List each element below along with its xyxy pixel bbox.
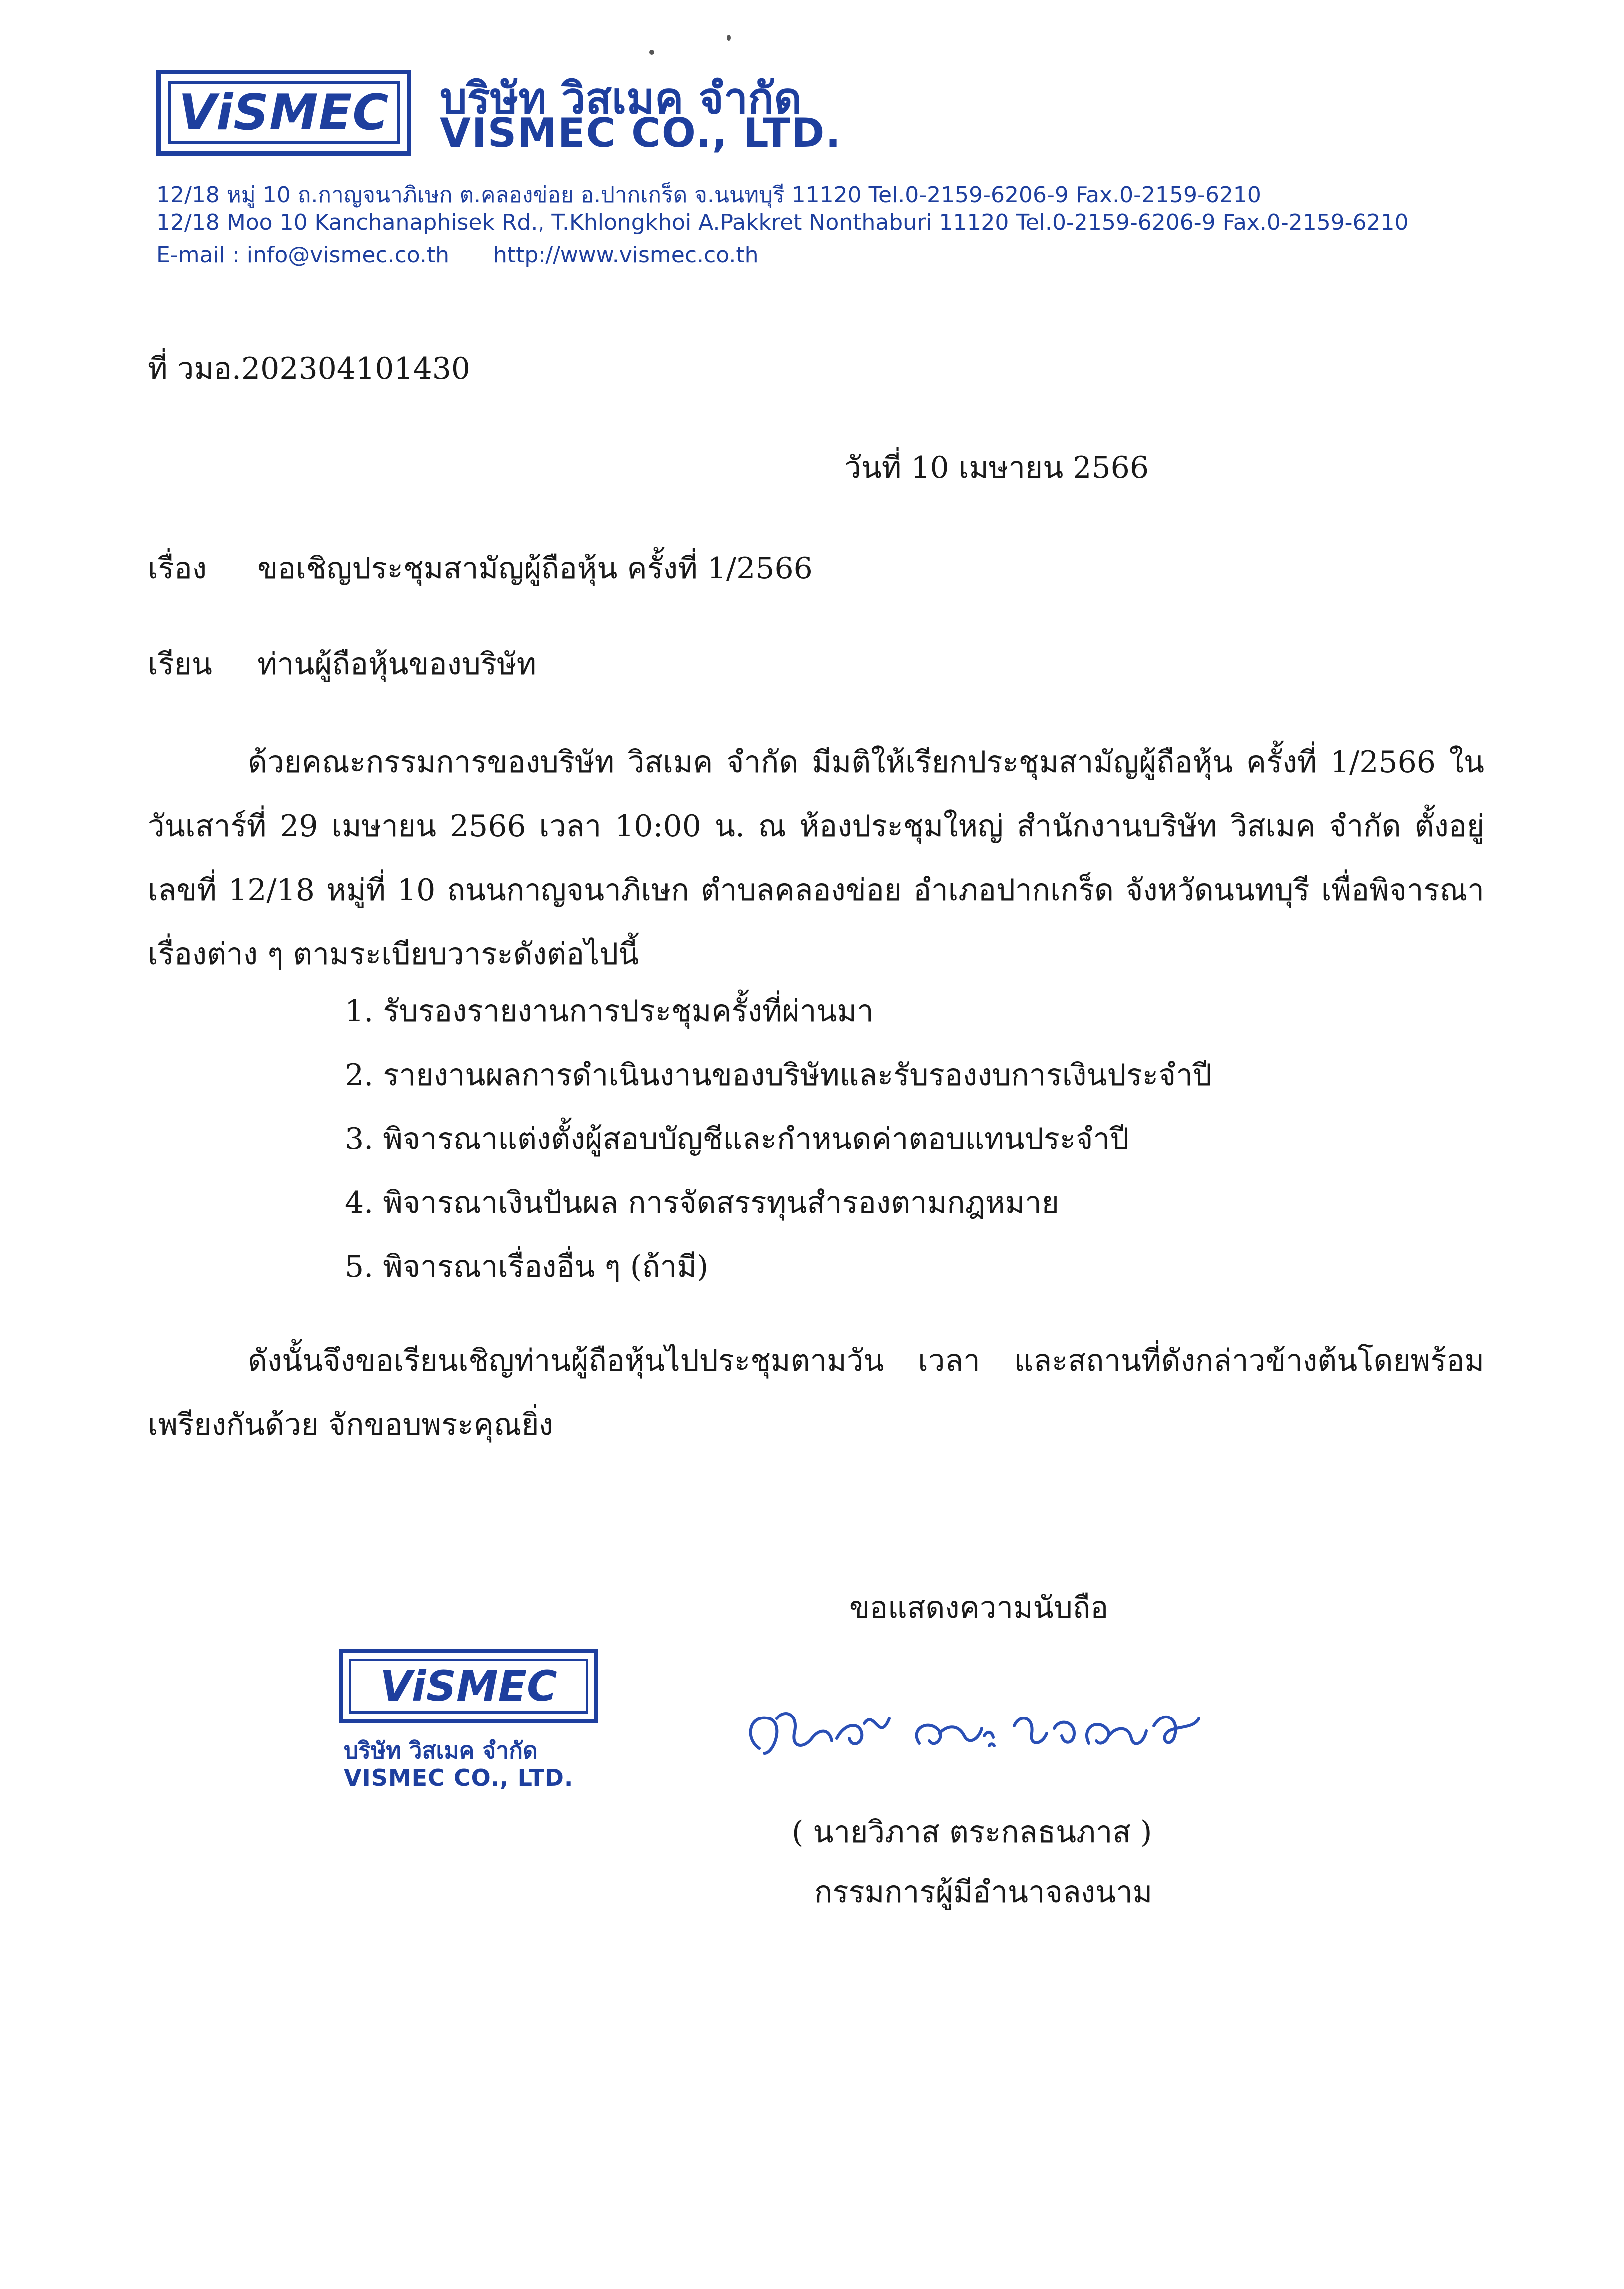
signer-name: ( นายวิภาส ตระกลธนภาส ) bbox=[792, 1815, 1152, 1850]
tel-number: Tel.0-2159-6206-9 bbox=[1016, 210, 1216, 235]
signer-title: กรรมการผู้มีอำนาจลงนาม bbox=[814, 1875, 1153, 1910]
closing-salutation: ขอแสดงความนับถือ bbox=[849, 1590, 1109, 1625]
company-name-english: VISMEC CO., LTD. bbox=[440, 110, 842, 156]
address-thai-line bbox=[156, 177, 1261, 212]
address-english-line bbox=[156, 210, 1409, 235]
recipient-line bbox=[148, 640, 536, 688]
email-address: E-mail : info@vismec.co.th bbox=[156, 242, 450, 268]
scan-speck bbox=[649, 50, 654, 55]
handwritten-signature bbox=[729, 1679, 1219, 1778]
website-url: http://www.vismec.co.th bbox=[493, 242, 759, 268]
company-logo bbox=[156, 70, 411, 156]
fax-number: Fax.0-2159-6210 bbox=[1222, 210, 1409, 235]
stamp-company-thai: บริษัท วิสเมค จำกัด bbox=[344, 1737, 538, 1764]
logo-text: ViSMEC bbox=[178, 84, 389, 141]
subject-label: เรื่อง bbox=[148, 551, 207, 586]
agenda-item: 3. พิจารณาแต่งตั้งผู้สอบบัญชีและกำหนดค่าตอบแทนประจำปี bbox=[345, 1122, 1129, 1156]
agenda-list bbox=[345, 979, 1212, 1299]
letter-date: วันที่ 10 เมษายน 2566 bbox=[844, 450, 1149, 485]
body-paragraph-closing: ดังนั้นจึงขอเรียนเชิญท่านผู้ถือหุ้นไปประชุมตามวัน เวลา และสถานที่ดังกล่าวข้างต้นโดยพร้อมเพรียงกันด้วย จักขอบพระคุณยิ่ง bbox=[148, 1343, 1484, 1442]
tel-number: Tel.0-2159-6206-9 bbox=[868, 182, 1069, 208]
address-english: 12/18 Moo 10 Kanchanaphisek Rd., T.Khlongkhoi A.Pakkret Nonthaburi 11120 bbox=[156, 210, 1009, 235]
subject-line bbox=[148, 545, 813, 592]
fax-number: Fax.0-2159-6210 bbox=[1075, 182, 1261, 208]
recipient-text: ท่านผู้ถือหุ้นของบริษัท bbox=[257, 647, 537, 682]
scan-speck bbox=[727, 35, 731, 41]
subject-text: ขอเชิญประชุมสามัญผู้ถือหุ้น ครั้งที่ 1/2566 bbox=[257, 551, 813, 586]
agenda-item: 5. พิจารณาเรื่องอื่น ๆ (ถ้ามี) bbox=[345, 1249, 709, 1284]
stamp-logo-box bbox=[339, 1649, 598, 1723]
agenda-item: 4. พิจารณาเงินปันผล การจัดสรรทุนสำรองตามกฎหมาย bbox=[345, 1185, 1059, 1220]
body-paragraph-intro: ด้วยคณะกรรมการของบริษัท วิสเมค จำกัด มีมติให้เรียกประชุมสามัญผู้ถือหุ้น ครั้งที่ 1/2566 ในวันเสาร์ที่ 29 เมษายน 2566 เวลา 10:00 น. ณ ห้องประชุมใหญ่ สำนักงานบริษัท วิสเมค จำกัด ตั้งอยู่เลขที่ 12/18 หมู่ที่ 10 ถนนกาญจนาภิเษก ตำบลคลองข่อย อำเภอปากเกร็ด จังหวัดนนทบุรี เพื่อพิจารณาเรื่องต่าง ๆ ตามระเบียบวาระดังต่อไปนี้ bbox=[148, 745, 1484, 972]
company-name-thai: บริษัท วิสเมค จำกัด bbox=[440, 74, 802, 124]
contact-line bbox=[156, 242, 759, 268]
recipient-label: เรียน bbox=[148, 647, 212, 682]
stamp-company-english: VISMEC CO., LTD. bbox=[344, 1764, 574, 1791]
stamp-logo-text: ViSMEC bbox=[380, 1662, 557, 1711]
reference-number: ที่ วมอ.202304101430 bbox=[148, 351, 471, 386]
agenda-item: 2. รายงานผลการดำเนินงานของบริษัทและรับรองงบการเงินประจำปี bbox=[345, 1058, 1212, 1093]
company-stamp bbox=[339, 1649, 598, 1798]
agenda-item: 1. รับรองรายงานการประชุมครั้งที่ผ่านมา bbox=[345, 994, 874, 1029]
address-thai: 12/18 หมู่ 10 ถ.กาญจนาภิเษก ต.คลองข่อย อ.ปากเกร็ด จ.นนทบุรี 11120 bbox=[156, 182, 862, 208]
